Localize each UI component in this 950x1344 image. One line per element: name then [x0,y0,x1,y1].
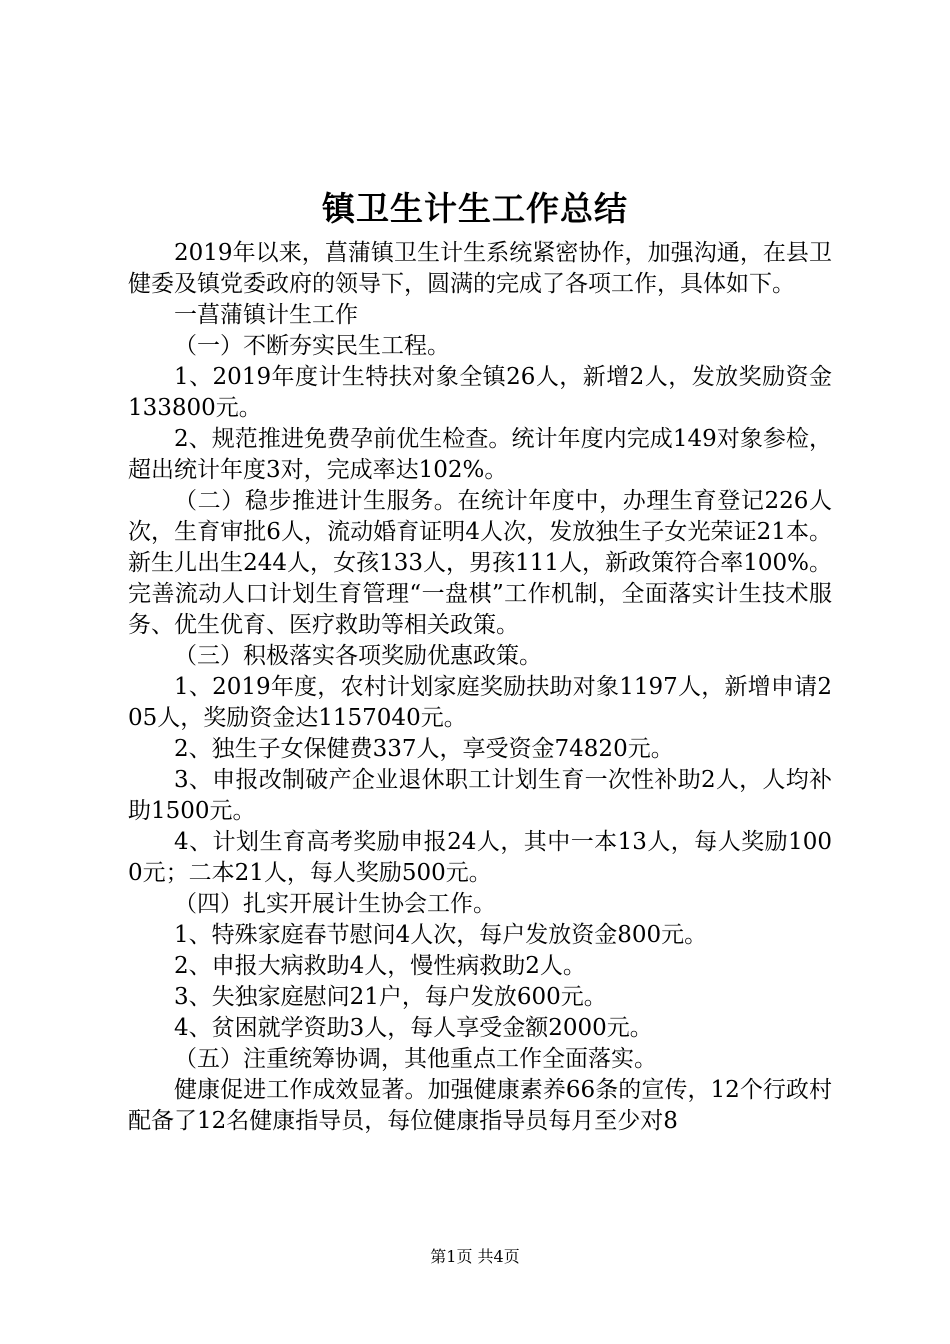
list-item: 2、申报大病救助4人，慢性病救助2人。 [174,953,586,979]
document-title: 镇卫生计生工作总结 [322,189,628,228]
subsection-heading-1: （一）不断夯实民生工程。 [174,333,450,359]
subsection-heading-4: （四）扎实开展计生协会工作。 [174,891,496,917]
list-item: 1、2019年度计生特扶对象全镇26人，新增2人，发放奖励资金133800元。 [128,364,832,421]
document-body [128,238,832,1137]
list-item: 4、贫困就学资助3人，每人享受金额2000元。 [174,1015,653,1041]
subsection-heading-5: （五）注重统筹协调，其他重点工作全面落实。 [174,1046,657,1072]
page-number-footer: 第1页 共4页 [430,1247,520,1266]
list-item: 4、计划生育高考奖励申报24人，其中一本13人，每人奖励1000元；二本21人，每人奖励500元。 [128,829,832,886]
list-item: 2、独生子女保健费337人，享受资金74820元。 [174,736,674,762]
list-item: 2、规范推进免费孕前优生检查。统计年度内完成149对象参检，超出统计年度3对，完成率达102%。 [128,426,832,483]
list-item: 3、申报改制破产企业退休职工计划生育一次性补助2人，人均补助1500元。 [128,767,832,824]
list-item: 1、特殊家庭春节慰问4人次，每户发放资金800元。 [174,922,708,948]
section-heading-family-planning: 一菖蒲镇计生工作 [174,302,358,328]
list-item: 3、失独家庭慰问21户，每户发放600元。 [174,984,607,1010]
paragraph-health-promotion: 健康促进工作成效显著。加强健康素养66条的宣传，12个行政村配备了12名健康指导员，每位健康指导员每月至少对8 [128,1077,832,1134]
paragraph-intro: 2019年以来，菖蒲镇卫生计生系统紧密协作，加强沟通，在县卫健委及镇党委政府的领导下，圆满的完成了各项工作，具体如下。 [128,240,832,297]
subsection-heading-3: （三）积极落实各项奖励优惠政策。 [174,643,542,669]
subsection-paragraph-2: （二）稳步推进计生服务。在统计年度中，办理生育登记226人次，生育审批6人，流动婚育证明4人次，发放独生子女光荣证21本。新生儿出生244人，女孩133人，男孩111人，新政策符合率100%。完善流动人口计划生育管理“一盘棋”工作机制，全面落实计生技术服务、优生优育、医疗救助等相关政策。 [128,488,832,638]
list-item: 1、2019年度，农村计划家庭奖励扶助对象1197人，新增申请205人，奖励资金达1157040元。 [128,674,832,731]
